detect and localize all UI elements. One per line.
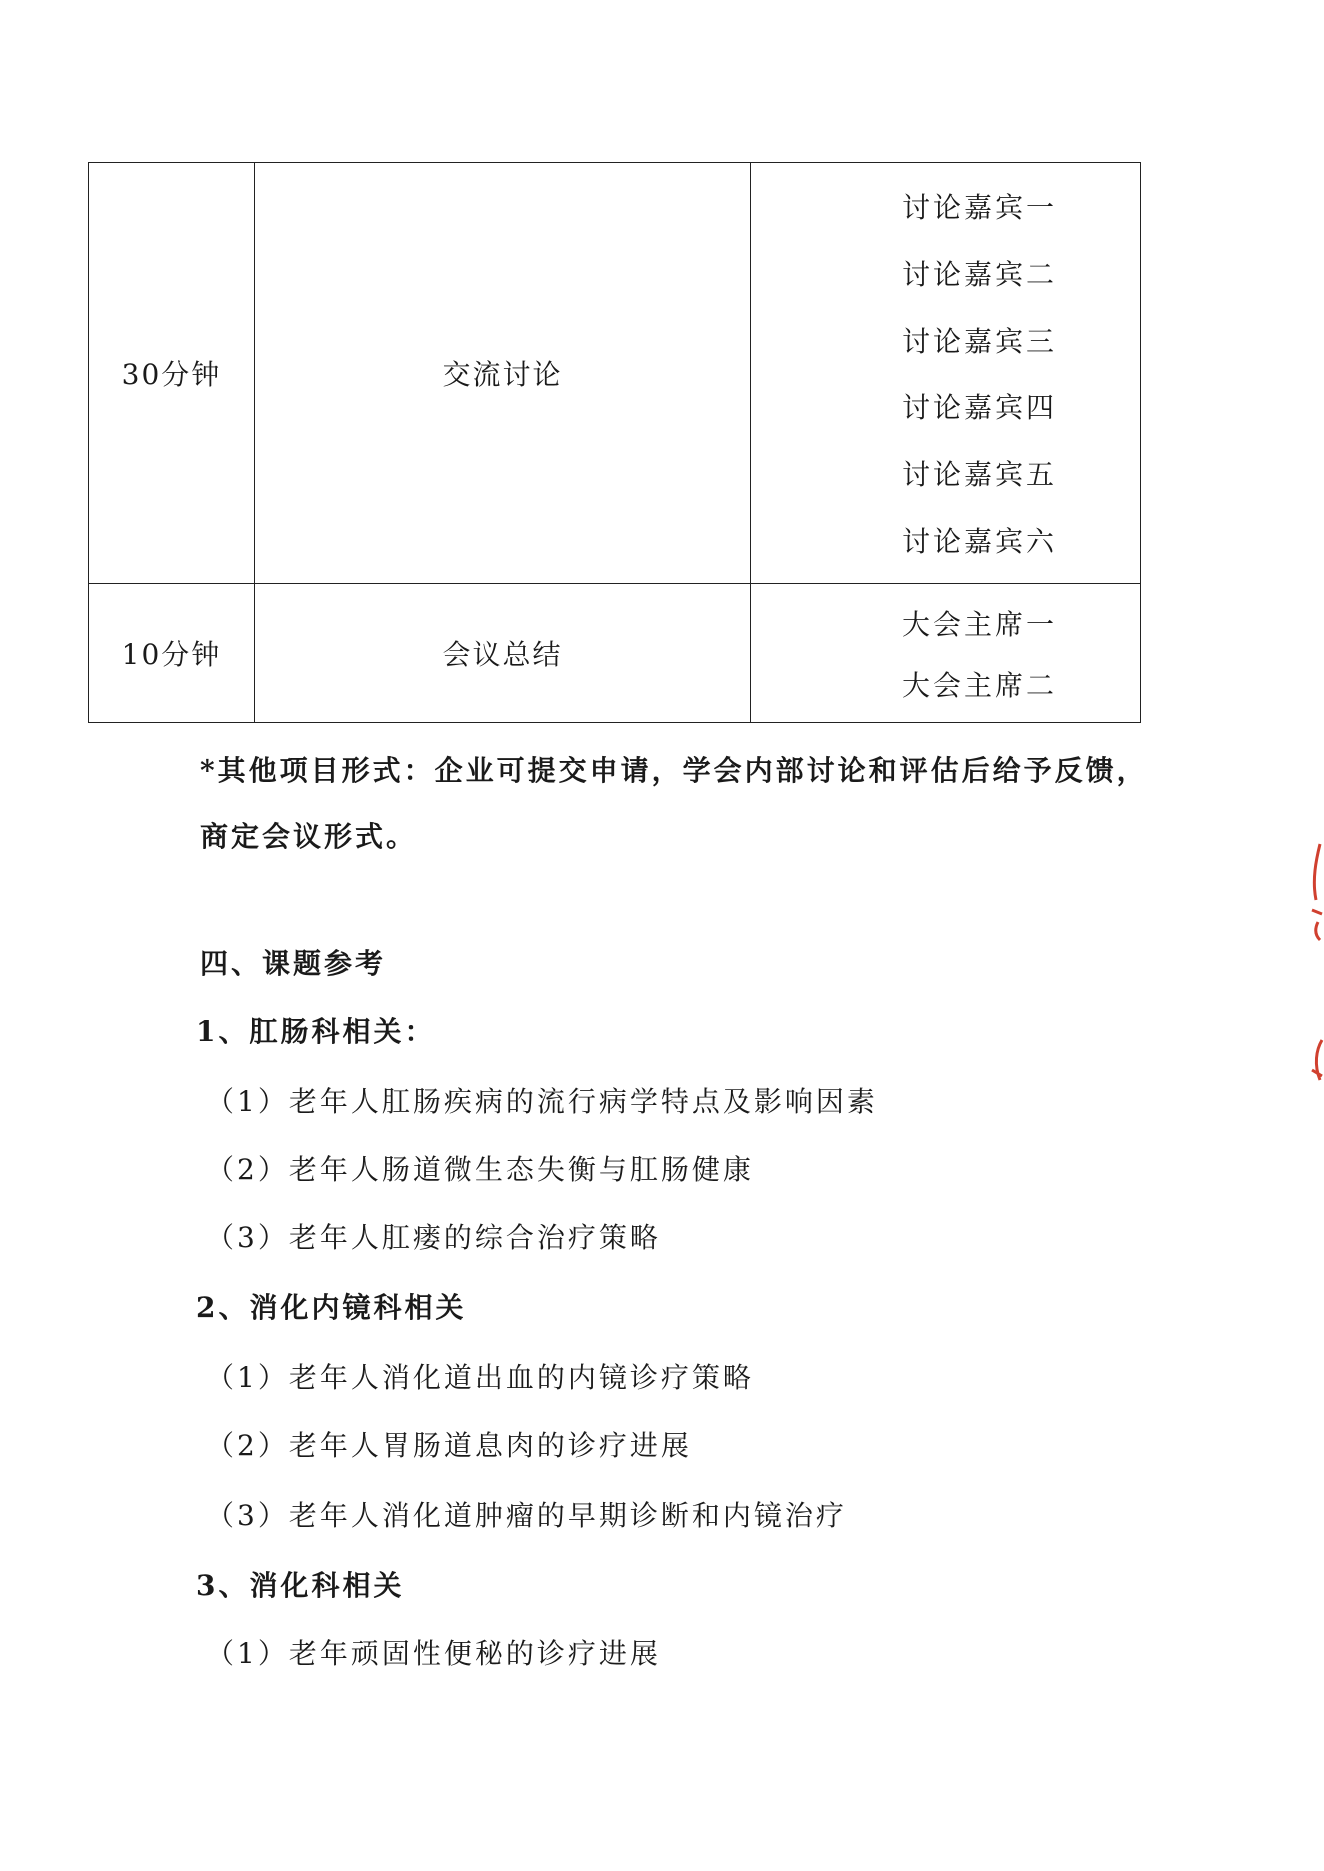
guest-name: 讨论嘉宾五 [901,457,1057,491]
guest-name: 讨论嘉宾六 [901,524,1057,558]
time-cell: 30分钟 [89,163,255,584]
topic-item: （1）老年人肛肠疾病的流行病学特点及影响因素 [206,1085,878,1118]
table-row [89,584,1141,723]
other-formats-note: *其他项目形式：企业可提交申请，学会内部讨论和评估后给予反馈，商定会议形式。 [200,754,1148,853]
group-title: 3、消化科相关 [196,1569,405,1602]
topic-item: （1）老年人消化道出血的内镜诊疗策略 [206,1361,754,1394]
guest-name: 讨论嘉宾一 [901,191,1057,225]
topic-item: （3）老年人肛瘘的综合治疗策略 [206,1221,661,1254]
content-cell: 会议总结 [255,584,751,723]
seal-stamp-fragment [1306,840,1324,1100]
guest-name: 讨论嘉宾三 [901,324,1057,358]
topic-item: （1）老年顽固性便秘的诊疗进展 [206,1637,661,1670]
content-cell: 交流讨论 [255,163,751,584]
guest-name: 讨论嘉宾四 [901,391,1057,425]
topic-item: （3）老年人消化道肿瘤的早期诊断和内镜治疗 [206,1499,847,1532]
chair-name: 大会主席二 [901,668,1057,702]
people-cell [751,163,1141,584]
chair-name: 大会主席一 [901,607,1057,641]
topic-item: （2）老年人胃肠道息肉的诊疗进展 [206,1429,692,1462]
people-cell [751,584,1141,723]
schedule-table [88,162,1141,723]
section-title: 四、课题参考 [200,947,387,980]
guest-name: 讨论嘉宾二 [901,257,1057,291]
table-row [89,163,1141,584]
group-title: 2、消化内镜科相关 [196,1291,467,1324]
group-title: 1、肛肠科相关： [196,1015,436,1048]
time-cell: 10分钟 [89,584,255,723]
topic-item: （2）老年人肠道微生态失衡与肛肠健康 [206,1153,754,1186]
